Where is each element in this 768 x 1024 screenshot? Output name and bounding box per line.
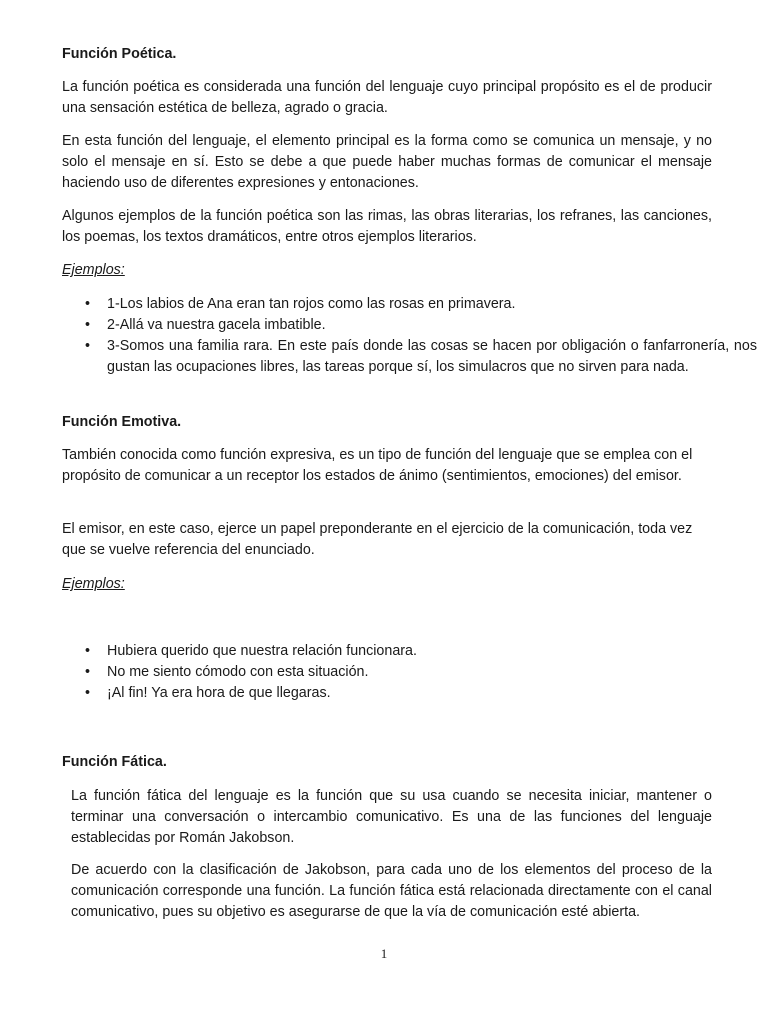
poetica-paragraph-3: Algunos ejemplos de la función poética son las rimas, las obras literarias, los refranes, las canciones, los poemas, los textos dramáticos, entre otros ejemplos literarios.: [62, 208, 712, 245]
page-number: 1: [380, 946, 388, 961]
emotiva-examples-label: Ejemplos:: [62, 576, 125, 592]
fatica-paragraph-1: La función fática del lenguaje es la función que su usa cuando se necesita iniciar, mantener o terminar una conversación o intercambio comunicativo. Es una de las funciones del lenguaje establecidas por Román Jakobson.: [71, 788, 712, 846]
list-item: • 2-Allá va nuestra gacela imbatible.: [107, 315, 757, 336]
poetica-paragraph-2: En esta función del lenguaje, el elemento principal es la forma como se comunica un mensaje, y no solo el mensaje en sí. Esto se debe a que puede haber muchas formas de comunicar el mensaje haciendo uso de diferentes expresiones y entonaciones.: [62, 133, 712, 191]
list-item: • ¡Al fin! Ya era hora de que llegaras.: [107, 683, 757, 704]
list-item: • 3-Somos una familia rara. En este país donde las cosas se hacen por obligación o fanfarronería, nos gustan las ocupaciones libres, las tareas porque sí, los simulacros que no sirven para nada.: [107, 336, 757, 378]
fatica-paragraph-2: De acuerdo con la clasificación de Jakobson, para cada uno de los elementos del proceso de la comunicación corresponde una función. La función fática está relacionada directamente con el canal comunicativo, pues su objetivo es asegurarse de que la vía de comunicación esté abierta.: [71, 862, 712, 920]
poetica-examples-list: [62, 294, 757, 378]
section-title-emotiva: Función Emotiva.: [62, 414, 182, 430]
poetica-examples-label: Ejemplos:: [62, 262, 125, 278]
poetica-paragraph-1: La función poética es considerada una función del lenguaje cuyo principal propósito es el de producir una sensación estética de belleza, agrado o gracia.: [62, 79, 712, 116]
emotiva-paragraph-1: También conocida como función expresiva, es un tipo de función del lenguaje que se emplea con el propósito de comunicar a un receptor los estados de ánimo (sentimientos, emociones) del emisor.: [62, 447, 693, 484]
section-title-fatica: Función Fática.: [62, 754, 167, 770]
section-title-poetica: Función Poética.: [62, 46, 177, 62]
list-item: • Hubiera querido que nuestra relación funcionara.: [107, 641, 757, 662]
emotiva-paragraph-2: El emisor, en este caso, ejerce un papel preponderante en el ejercicio de la comunicación, toda vez que se vuelve referencia del enunciado.: [62, 521, 693, 558]
list-item: • 1-Los labios de Ana eran tan rojos como las rosas en primavera.: [107, 294, 757, 315]
emotiva-examples-list: [62, 641, 757, 704]
list-item: • No me siento cómodo con esta situación.: [107, 662, 757, 683]
